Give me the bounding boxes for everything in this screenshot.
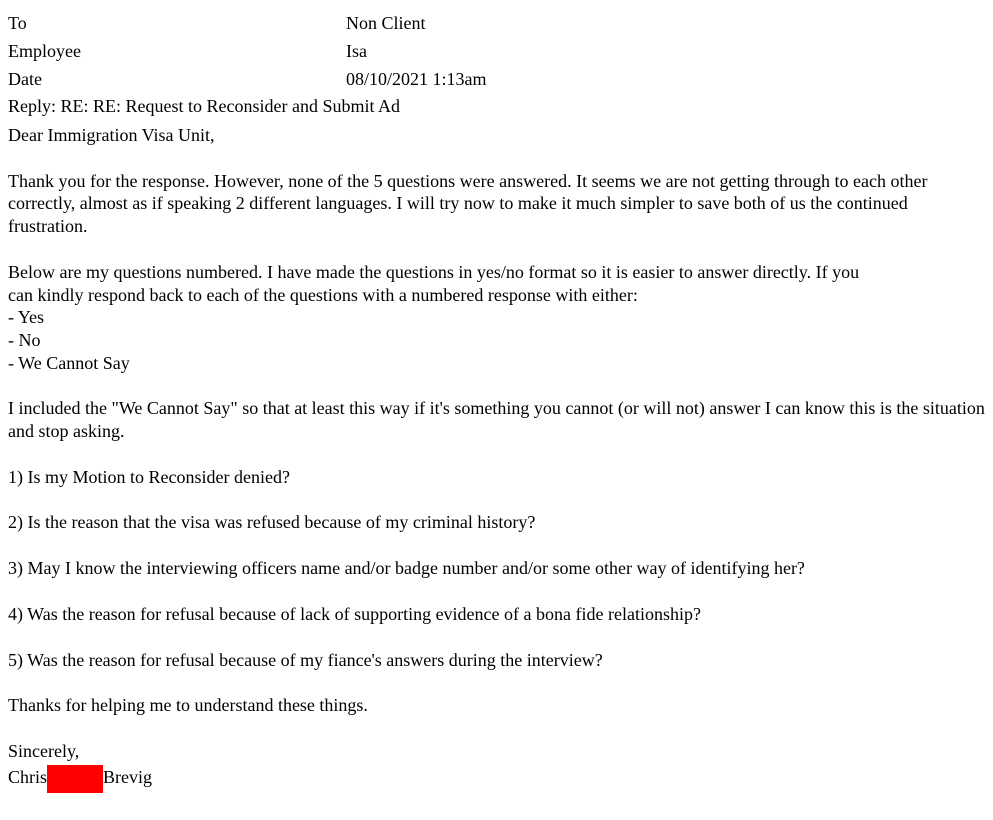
- to-row: [8, 12, 988, 40]
- email-document: [8, 12, 988, 793]
- paragraph-explanation: I included the "We Cannot Say" so that at least this way if it's something you cannot (or will not) answer I can know this is the situation and stop asking.: [8, 398, 985, 442]
- blank-line: [8, 717, 988, 740]
- option-yes: - Yes: [8, 307, 45, 328]
- date-row: [8, 68, 988, 96]
- question-5: 5) Was the reason for refusal because of my fiance's answers during the interview?: [8, 649, 603, 670]
- employee-label: Employee: [8, 41, 81, 61]
- to-value: Non Client: [346, 13, 426, 33]
- blank-line: [8, 534, 988, 557]
- employee-row: [8, 40, 988, 68]
- paragraph-intro: Thank you for the response. However, none of the 5 questions were answered. It seems we are not getting through to each other correctly, almost as if speaking 2 different languages. I will try now to make it much simpler to save both of us the continued frustration.: [8, 170, 928, 237]
- option-cannot-say: - We Cannot Say: [8, 352, 130, 373]
- blank-line: [8, 443, 988, 466]
- closing: Sincerely,: [8, 740, 80, 761]
- question-3: 3) May I know the interviewing officers name and/or badge number and/or some other way of identifying her?: [8, 558, 805, 579]
- to-label: To: [8, 13, 27, 33]
- question-2: 2) Is the reason that the visa was refused because of my criminal history?: [8, 512, 536, 533]
- employee-value: Isa: [346, 41, 367, 61]
- blank-line: [8, 488, 988, 511]
- blank-line: [8, 147, 988, 170]
- redaction-block: [47, 765, 103, 793]
- signature: [8, 763, 988, 793]
- blank-line: [8, 238, 988, 261]
- date-value: 08/10/2021 1:13am: [346, 69, 487, 89]
- email-subject: Reply: RE: RE: Request to Reconsider and Submit Ad: [8, 96, 400, 116]
- paragraph-instructions-line2: can kindly respond back to each of the questions with a numbered response with either:: [8, 284, 638, 305]
- question-1: 1) Is my Motion to Reconsider denied?: [8, 466, 290, 487]
- blank-line: [8, 580, 988, 603]
- thanks-line: Thanks for helping me to understand these things.: [8, 695, 368, 716]
- paragraph-instructions-line1: Below are my questions numbered. I have made the questions in yes/no format so it is easier to answer directly. If you: [8, 261, 860, 282]
- date-label: Date: [8, 69, 42, 89]
- salutation: Dear Immigration Visa Unit,: [8, 125, 215, 145]
- option-no: - No: [8, 329, 41, 350]
- blank-line: [8, 671, 988, 694]
- blank-line: [8, 374, 988, 397]
- signature-first-name: Chris: [8, 767, 48, 788]
- signature-last-name: Brevig: [103, 767, 153, 788]
- question-4: 4) Was the reason for refusal because of lack of supporting evidence of a bona fide relationship?: [8, 603, 701, 624]
- blank-line: [8, 626, 988, 649]
